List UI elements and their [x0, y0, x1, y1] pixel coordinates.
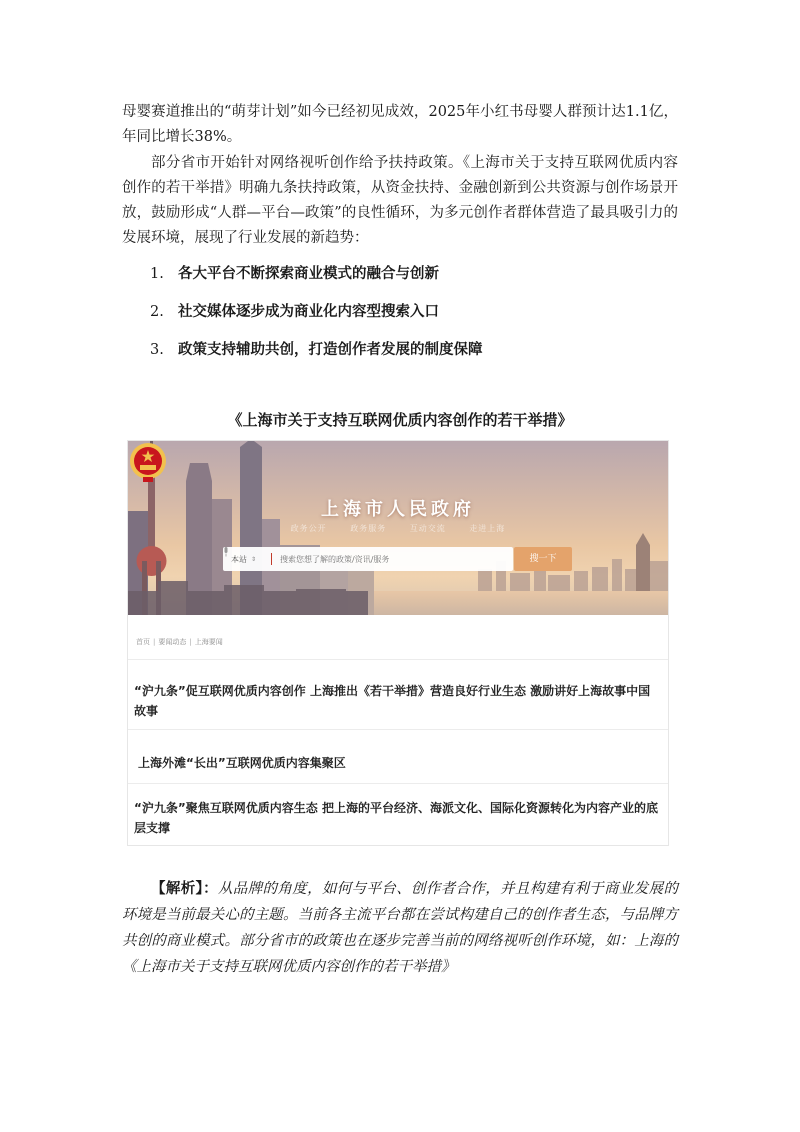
breadcrumb-home[interactable]: 首页 — [136, 638, 150, 646]
list-item: 1. 各大平台不断探索商业模式的融合与创新 — [150, 266, 439, 282]
analysis-label: 【解析】： — [151, 881, 218, 897]
search-button[interactable]: 搜一下 — [514, 547, 572, 571]
divider — [128, 783, 668, 784]
search-scope-select[interactable]: 本站 ⇕ — [231, 554, 257, 564]
nav-item[interactable]: 互动交流 — [409, 524, 446, 533]
nav-item[interactable]: 政务服务 — [350, 524, 387, 533]
list-item: 2. 社交媒体逐步成为商业化内容型搜索入口 — [150, 304, 439, 320]
list-item: 3. 政策支持辅助共创，打造创作者发展的制度保障 — [150, 342, 483, 358]
skyline-banner — [128, 441, 668, 615]
analysis-text: 从品牌的角度，如何与平台、创作者合作，并且构建有利于商业发展的环境是当前最关心的主题。当前各主流平台都在尝试构建自己的创作者生态，与品牌方共创的商业模式。部分省市的政策也在逐步完善当前的网络视听创作环境，如：上海的《上海市关于支持互联网优质内容创作的若干举措》 — [122, 881, 678, 975]
search-bar — [223, 547, 513, 571]
search-input[interactable] — [280, 555, 490, 564]
trend-list — [150, 262, 670, 376]
breadcrumb-news[interactable]: 要闻动态 — [158, 638, 187, 646]
updown-arrows-icon: ⇕ — [251, 555, 257, 563]
input-caret — [271, 553, 272, 565]
divider — [128, 729, 668, 730]
news-headline[interactable]: 上海外滩“长出”互联网优质内容集聚区 — [138, 756, 346, 770]
figure-title: 《上海市关于支持互联网优质内容创作的若干举措》 — [227, 411, 573, 429]
breadcrumb: 首页 | 要闻动态 | 上海要闻 — [136, 638, 223, 646]
nav-item[interactable]: 走进上海 — [469, 524, 506, 533]
paragraph-intro: 母婴赛道推出的“萌芽计划”如今已经初见成效，2025年小红书母婴人群预计达1.1亿，年同比增长38%。 — [122, 104, 678, 145]
divider — [128, 659, 668, 660]
paragraph-policy: 部分省市开始针对网络视听创作给予扶持政策。《上海市关于支持互联网优质内容创作的若干举措》明确九条扶持政策，从资金扶持、金融创新到公共资源与创作场景开放，鼓励形成“人群—平台—政策”的良性循环，为多元创作者群体营造了最具吸引力的发展环境，展现了行业发展的新趋势： — [122, 155, 678, 246]
site-title: 上海市人民政府 — [321, 499, 475, 520]
site-nav — [128, 523, 668, 534]
news-headline[interactable]: “沪九条”促互联网优质内容创作 上海推出《若干举措》营造良好行业生态 激励讲好上海故事中国故事 — [134, 684, 651, 718]
government-site-screenshot — [127, 440, 669, 846]
nav-item[interactable]: 政务公开 — [290, 524, 327, 533]
national-emblem-icon — [128, 441, 168, 483]
microphone-icon[interactable] — [223, 547, 229, 557]
analysis-paragraph — [122, 876, 678, 980]
news-headline[interactable]: “沪九条”聚焦互联网优质内容生态 把上海的平台经济、海派文化、国际化资源转化为内容产业的底层支撑 — [134, 801, 658, 835]
breadcrumb-shanghai-news[interactable]: 上海要闻 — [194, 638, 223, 646]
